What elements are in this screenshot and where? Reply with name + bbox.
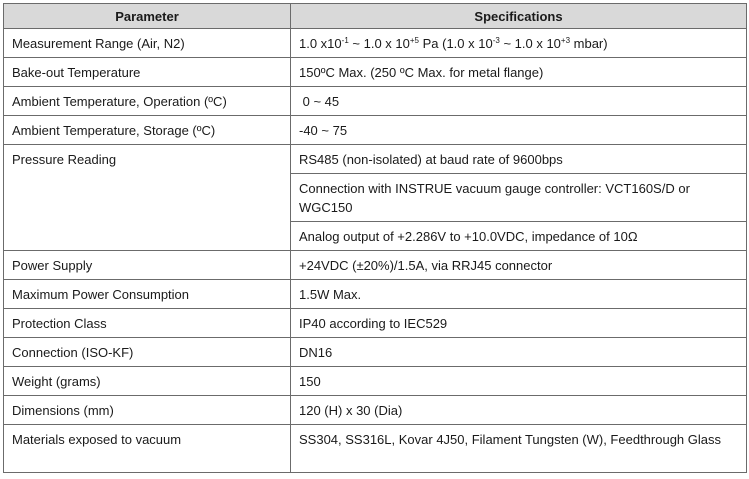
param-text: Materials exposed to vacuum	[12, 432, 182, 447]
spec-text: +24VDC (±20%)/1.5A, via RRJ45 connector	[299, 258, 553, 273]
param-text: Connection (ISO-KF)	[12, 345, 134, 360]
specifications-table	[3, 3, 747, 473]
param-cell	[4, 251, 291, 280]
spec-cell	[291, 396, 747, 425]
spec-text: 1.5W Max.	[299, 287, 362, 302]
param-cell	[4, 145, 291, 251]
header-specifications: Specifications	[291, 4, 747, 29]
spec-cell	[291, 425, 747, 473]
spec-part: ~ 1.0 x 10	[499, 36, 561, 51]
param-text: Pressure Reading	[12, 152, 117, 167]
param-cell	[4, 116, 291, 145]
spec-cell	[291, 309, 747, 338]
spec-text: IP40 according to IEC529	[299, 316, 448, 331]
spec-exponent: +3	[560, 36, 571, 45]
spec-cell	[291, 87, 747, 116]
spec-cell	[291, 280, 747, 309]
spec-exponent: -3	[492, 36, 500, 45]
spec-text: 0 ~ 45	[299, 94, 340, 109]
table-row	[4, 425, 747, 473]
param-text: Weight (grams)	[12, 374, 101, 389]
table-row	[4, 251, 747, 280]
table-row	[4, 29, 747, 58]
table-row	[4, 145, 747, 174]
param-text: Protection Class	[12, 316, 107, 331]
param-cell	[4, 87, 291, 116]
param-cell	[4, 425, 291, 473]
spec-text: DN16	[299, 345, 333, 360]
spec-text: -40 ~ 75	[299, 123, 348, 138]
param-text: Measurement Range (Air, N2)	[12, 36, 185, 51]
table-row	[4, 367, 747, 396]
table-row	[4, 309, 747, 338]
spec-cell	[291, 174, 747, 222]
param-text: Ambient Temperature, Storage (ºC)	[12, 123, 216, 138]
spec-part: mbar)	[570, 36, 608, 51]
param-cell	[4, 338, 291, 367]
spec-text: Connection with INSTRUE vacuum gauge controller: VCT160S/D or WGC150	[299, 181, 690, 215]
spec-text: RS485 (non-isolated) at baud rate of 9600bps	[299, 152, 563, 167]
param-text: Maximum Power Consumption	[12, 287, 190, 302]
spec-text: 150ºC Max. (250 ºC Max. for metal flange)	[299, 65, 544, 80]
param-cell	[4, 29, 291, 58]
spec-text: Analog output of +2.286V to +10.0VDC, impedance of 10Ω	[299, 229, 638, 244]
spec-cell	[291, 116, 747, 145]
header-parameter: Parameter	[4, 4, 291, 29]
table-row	[4, 87, 747, 116]
table-row	[4, 116, 747, 145]
table-row	[4, 338, 747, 367]
table-row	[4, 280, 747, 309]
param-text: Ambient Temperature, Operation (ºC)	[12, 94, 227, 109]
spec-cell	[291, 222, 747, 251]
table-row	[4, 58, 747, 87]
spec-text: 150	[299, 374, 321, 389]
spec-part: Pa (1.0 x 10	[418, 36, 493, 51]
spec-text: SS304, SS316L, Kovar 4J50, Filament Tungsten (W), Feedthrough Glass	[299, 432, 721, 447]
param-cell	[4, 396, 291, 425]
param-cell	[4, 309, 291, 338]
spec-cell	[291, 367, 747, 396]
param-text: Power Supply	[12, 258, 93, 273]
spec-part: ~ 1.0 x 10	[348, 36, 410, 51]
param-text: Bake-out Temperature	[12, 65, 141, 80]
table-header-row	[4, 4, 747, 29]
spec-part: 1.0 x10	[299, 36, 342, 51]
param-cell	[4, 58, 291, 87]
spec-cell	[291, 338, 747, 367]
spec-exponent: -1	[341, 36, 349, 45]
spec-cell	[291, 145, 747, 174]
spec-cell	[291, 29, 747, 58]
spec-exponent: +5	[409, 36, 419, 45]
param-cell	[4, 367, 291, 396]
spec-text: 120 (H) x 30 (Dia)	[299, 403, 403, 418]
spec-cell	[291, 58, 747, 87]
table-row	[4, 396, 747, 425]
spec-cell	[291, 251, 747, 280]
spec-text	[299, 29, 738, 57]
param-cell	[4, 280, 291, 309]
param-text: Dimensions (mm)	[12, 403, 114, 418]
